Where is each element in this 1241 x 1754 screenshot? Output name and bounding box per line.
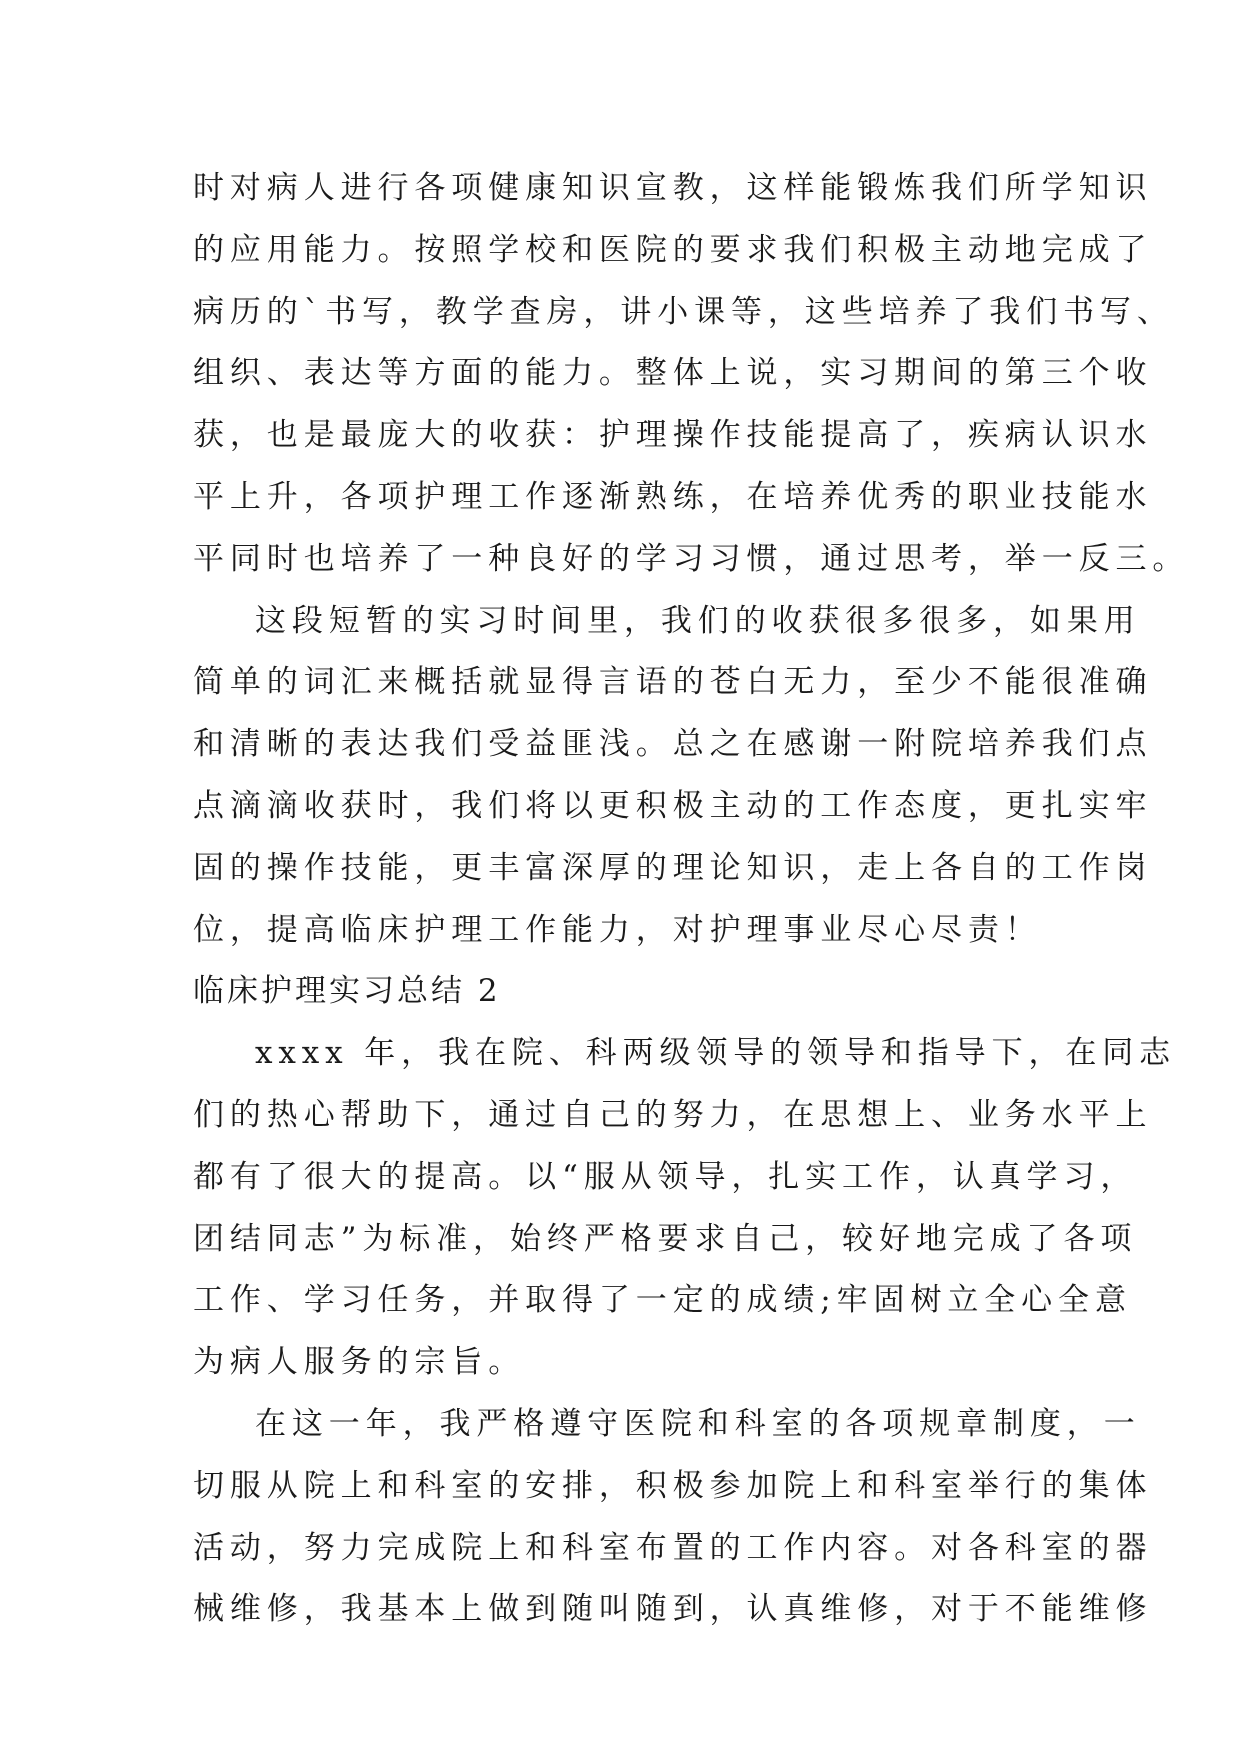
document-body — [193, 158, 1190, 1641]
text-line: 在这一年，我严格遵守医院和科室的各项规章制度，一 — [255, 1405, 1141, 1442]
text-line: 工作、学习任务，并取得了一定的成绩;牢固树立全心全意 — [193, 1282, 1132, 1319]
text-line: 和清晰的表达我们受益匪浅。总之在感谢一附院培养我们点 — [193, 726, 1153, 763]
text-line: 位，提高临床护理工作能力，对护理事业尽心尽责！ — [193, 911, 1042, 948]
text-line: 械维修，我基本上做到随叫随到，认真维修，对于不能维修 — [193, 1591, 1153, 1628]
text-line: 活动，努力完成院上和科室布置的工作内容。对各科室的器 — [193, 1529, 1153, 1566]
text-line: 组织、表达等方面的能力。整体上说，实习期间的第三个收 — [193, 355, 1153, 392]
text-line: 平同时也培养了一种良好的学习习惯，通过思考，举一反三。 — [193, 540, 1190, 577]
text-line: 切服从院上和科室的安排，积极参加院上和科室举行的集体 — [193, 1467, 1153, 1504]
text-line: 这段短暂的实习时间里，我们的收获很多很多，如果用 — [255, 602, 1141, 639]
text-line: 们的热心帮助下，通过自己的努力，在思想上、业务水平上 — [193, 1096, 1153, 1133]
text-line: 团结同志”为标准，始终严格要求自己，较好地完成了各项 — [193, 1220, 1138, 1257]
text-line: 平上升，各项护理工作逐渐熟练，在培养优秀的职业技能水 — [193, 478, 1153, 515]
text-line: 固的操作技能，更丰富深厚的理论知识，走上各自的工作岗 — [193, 849, 1153, 886]
text-line: xxxx 年，我在院、科两级领导的领导和指导下，在同志 — [255, 1035, 1177, 1072]
text-line: 都有了很大的提高。以“服从领导，扎实工作，认真学习， — [193, 1158, 1138, 1195]
section-heading: 临床护理实习总结 2 — [193, 973, 501, 1010]
text-line: 病历的`书写，教学查房，讲小课等，这些培养了我们书写、 — [193, 293, 1174, 330]
text-line: 简单的词汇来概括就显得言语的苍白无力，至少不能很准确 — [193, 664, 1153, 701]
text-line: 时对病人进行各项健康知识宣教，这样能锻炼我们所学知识 — [193, 170, 1153, 206]
text-line: 为病人服务的宗旨。 — [193, 1344, 526, 1381]
text-line: 的应用能力。按照学校和医院的要求我们积极主动地完成了 — [193, 231, 1153, 268]
text-line: 点滴滴收获时，我们将以更积极主动的工作态度，更扎实牢 — [193, 787, 1153, 824]
text-line: 获，也是最庞大的收获：护理操作技能提高了，疾病认识水 — [193, 417, 1153, 454]
